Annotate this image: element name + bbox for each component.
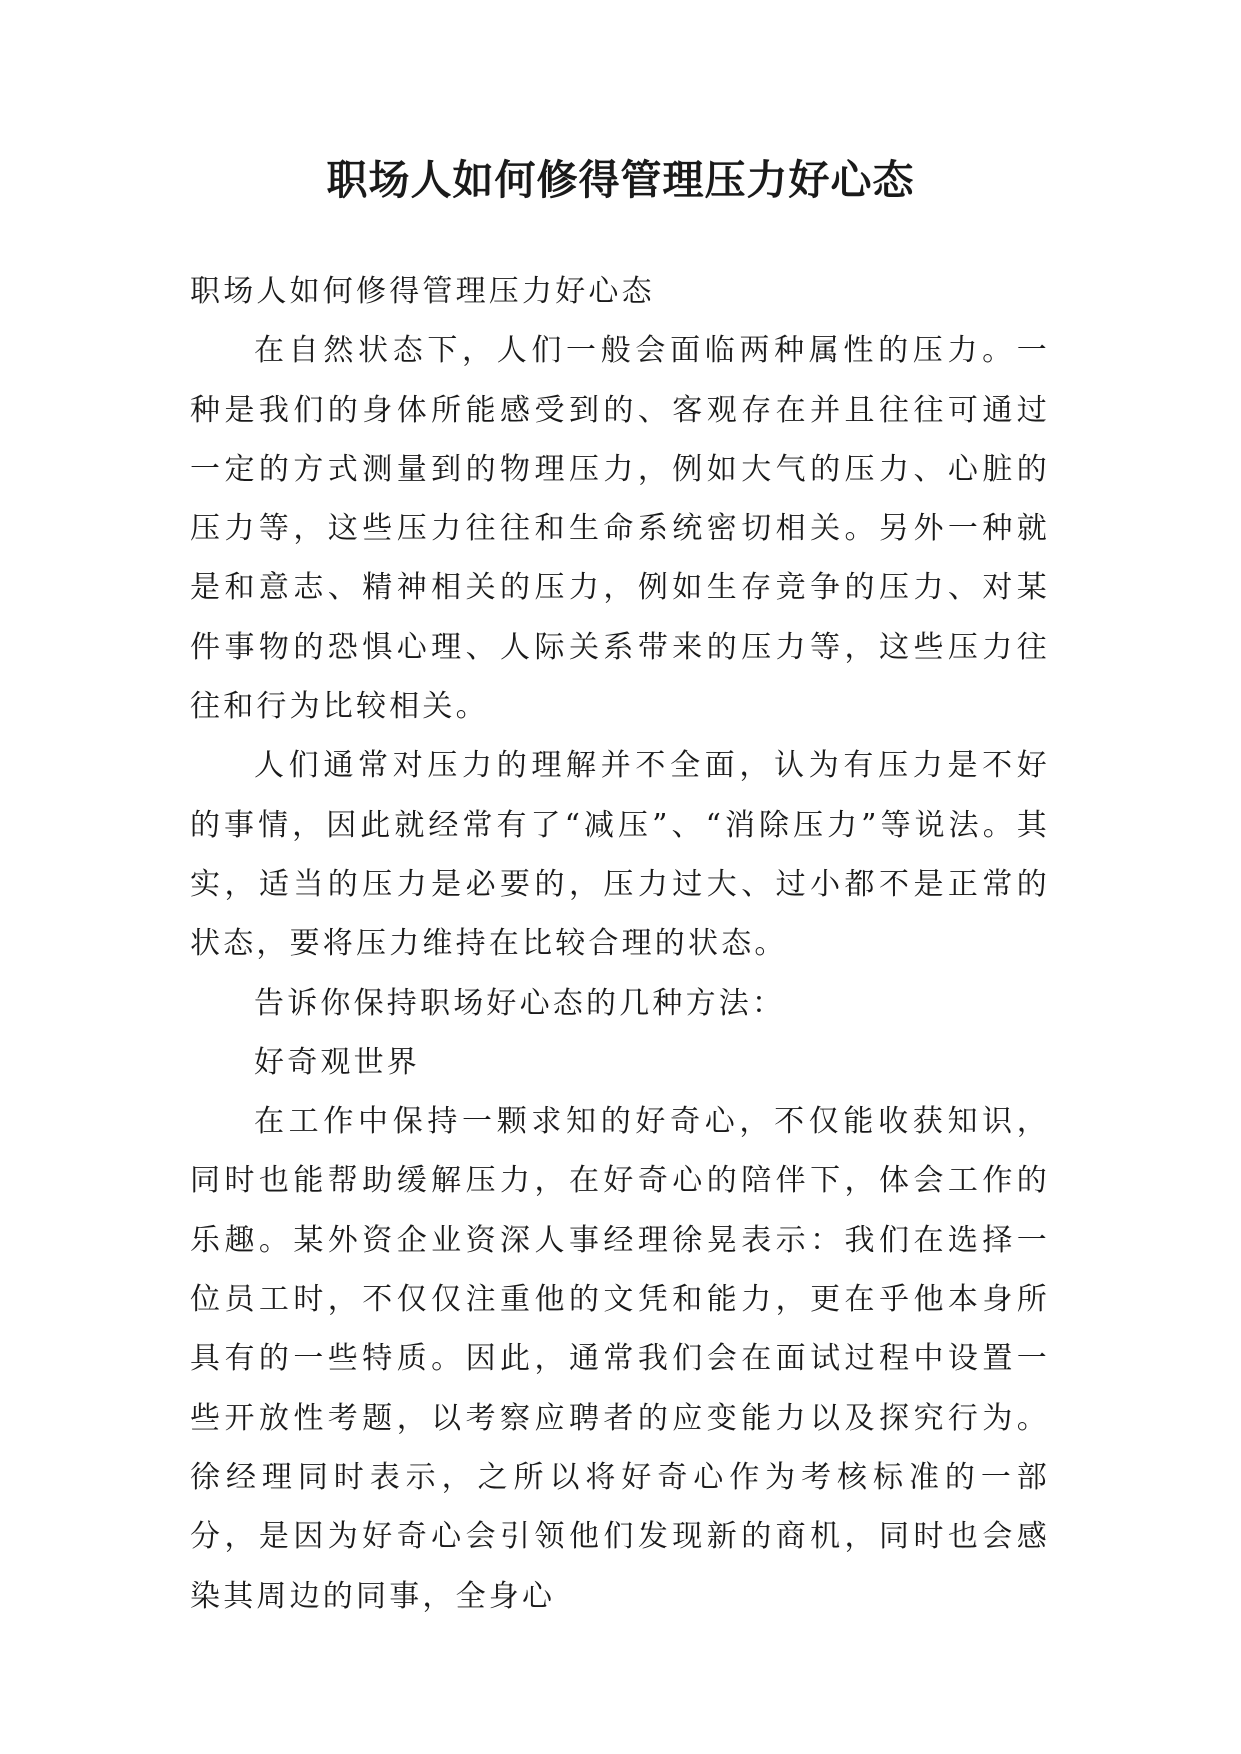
document-body xyxy=(190,262,1050,1626)
paragraph-pressure-understanding: 人们通常对压力的理解并不全面，认为有压力是不好的事情，因此就经常有了“减压”、“消除压力”等说法。其实，适当的压力是必要的，压力过大、过小都不是正常的状态，要将压力维持在比较合理的状态。 xyxy=(190,748,1050,962)
document-title: 职场人如何修得管理压力好心态 xyxy=(326,156,915,204)
document-subtitle: 职场人如何修得管理压力好心态 xyxy=(190,274,655,309)
paragraph-pressure-types: 在自然状态下，人们一般会面临两种属性的压力。一种是我们的身体所能感受到的、客观存在并且往往可通过一定的方式测量到的物理压力，例如大气的压力、心脏的压力等，这些压力往往和生命系统密切相关。另外一种就是和意志、精神相关的压力，例如生存竞争的压力、对某件事物的恐惧心理、人际关系带来的压力等，这些压力往往和行为比较相关。 xyxy=(190,333,1050,725)
section-heading-curiosity: 好奇观世界 xyxy=(254,1044,420,1080)
paragraph-methods-intro: 告诉你保持职场好心态的几种方法： xyxy=(254,985,786,1021)
paragraph-curiosity: 在工作中保持一颗求知的好奇心，不仅能收获知识，同时也能帮助缓解压力，在好奇心的陪伴下，体会工作的乐趣。某外资企业资深人事经理徐晃表示：我们在选择一位员工时，不仅仅注重他的文凭和能力，更在乎他本身所具有的一些特质。因此，通常我们会在面试过程中设置一些开放性考题，以考察应聘者的应变能力以及探究行为。徐经理同时表示，之所以将好奇心作为考核标准的一部分，是因为好奇心会引领他们发现新的商机，同时也会感染其周边的同事，全身心 xyxy=(190,1104,1050,1614)
